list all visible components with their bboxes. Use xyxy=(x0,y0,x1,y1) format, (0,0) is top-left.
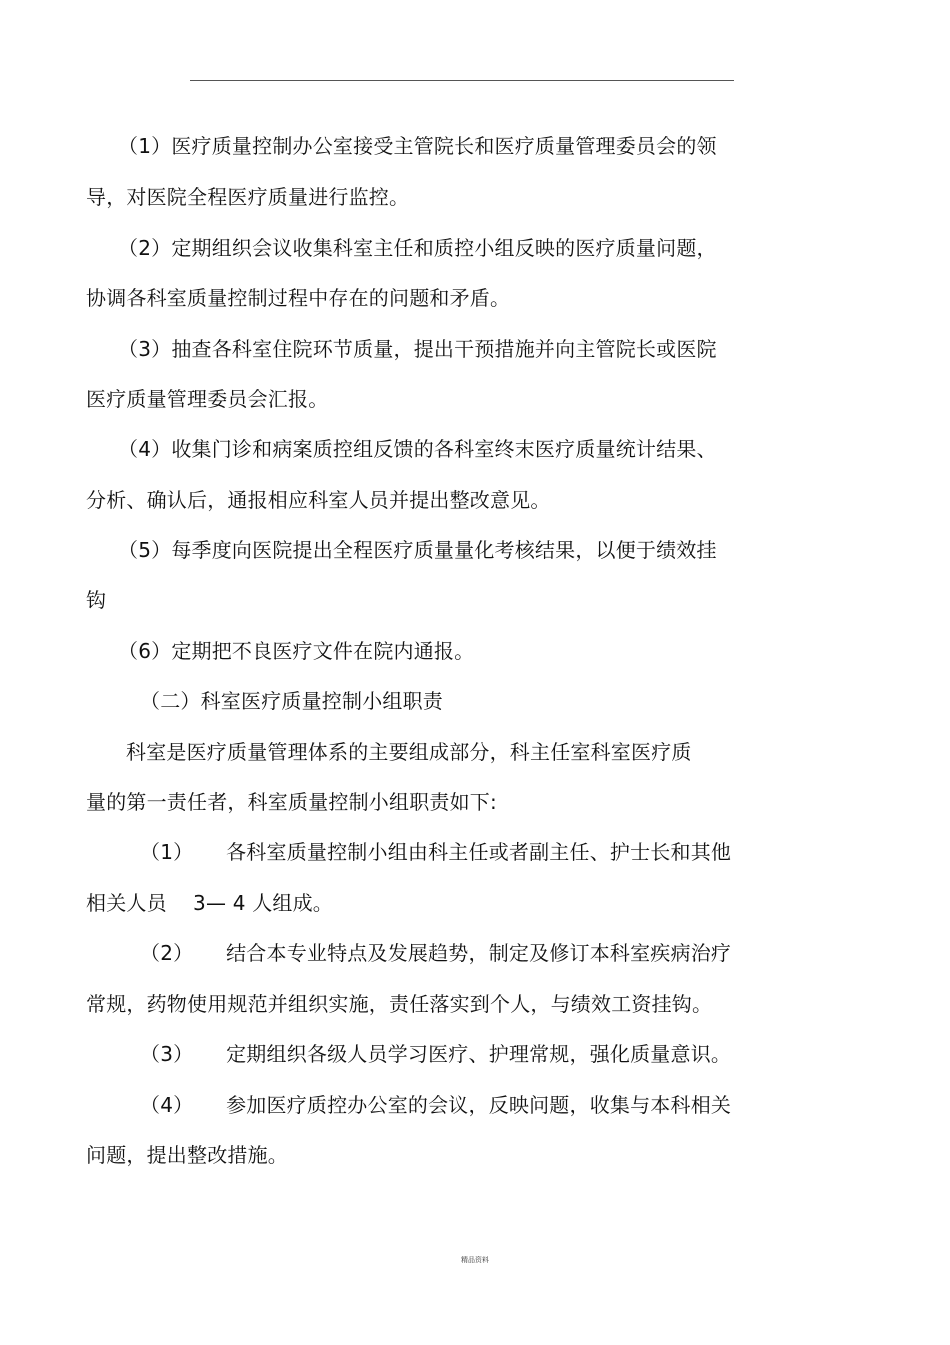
text-line: 导，对医院全程医疗质量进行监控。 xyxy=(86,185,410,209)
text-line: 医疗质量管理委员会汇报。 xyxy=(86,387,329,411)
text-line: 分析、确认后，通报相应科室人员并提出整改意见。 xyxy=(86,488,551,512)
text-line: （4）收集门诊和病案质控组反馈的各科室终末医疗质量统计结果、 xyxy=(118,437,717,461)
text-line: （6）定期把不良医疗文件在院内通报。 xyxy=(118,639,475,663)
section-heading: （二）科室医疗质量控制小组职责 xyxy=(140,689,443,713)
text-line: 科室是医疗质量管理体系的主要组成部分，科主任室科室医疗质 xyxy=(126,740,692,764)
text-line: 钩 xyxy=(86,588,107,612)
text-line: 相关人员 3— 4 人组成。 xyxy=(86,891,333,915)
text-line: （2） 结合本专业特点及发展趋势，制定及修订本科室疾病治疗 xyxy=(140,941,732,965)
text-line: （5）每季度向医院提出全程医疗质量量化考核结果，以便于绩效挂 xyxy=(118,538,717,562)
text-line: （3）抽查各科室住院环节质量，提出干预措施并向主管院长或医院 xyxy=(118,337,717,361)
text-line: （1）医疗质量控制办公室接受主管院长和医疗质量管理委员会的领 xyxy=(118,134,717,158)
header-rule xyxy=(190,80,734,81)
text-line: 常规，药物使用规范并组织实施，责任落实到个人，与绩效工资挂钩。 xyxy=(86,992,713,1016)
text-line: 量的第一责任者，科室质量控制小组职责如下: xyxy=(86,790,497,814)
text-line: 协调各科室质量控制过程中存在的问题和矛盾。 xyxy=(86,286,511,310)
page-footer: 精品资料 xyxy=(461,1256,489,1264)
text-line: 问题，提出整改措施。 xyxy=(86,1143,288,1167)
text-line: （1） 各科室质量控制小组由科主任或者副主任、护士长和其他 xyxy=(140,840,732,864)
text-line: （3） 定期组织各级人员学习医疗、护理常规，强化质量意识。 xyxy=(140,1042,732,1066)
text-line: （2）定期组织会议收集科室主任和质控小组反映的医疗质量问题， xyxy=(118,236,717,260)
text-line: （4） 参加医疗质控办公室的会议，反映问题，收集与本科相关 xyxy=(140,1093,732,1117)
